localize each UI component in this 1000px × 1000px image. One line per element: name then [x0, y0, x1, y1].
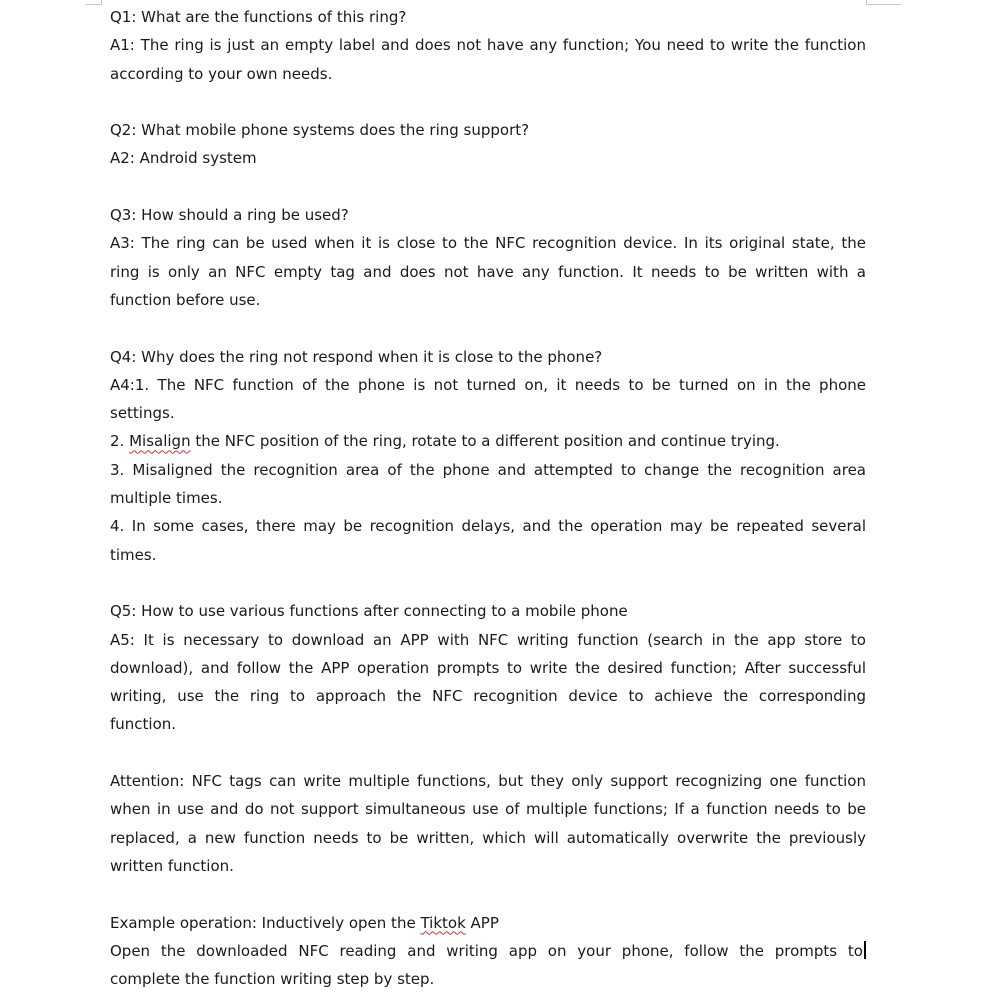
q4-answer-line: A4:1. The NFC function of the phone is not turned on, it needs to be turned on in the phone [110, 375, 866, 394]
q5-answer-line: writing, use the ring to approach the NFC recognition device to achieve the corresponding [110, 687, 866, 706]
q2-answer-line: A2: Android system [110, 149, 257, 168]
q5-answer-line: A5: It is necessary to download an APP with NFC writing function (search in the app store to [110, 630, 866, 649]
q1-answer-line: according to your own needs. [110, 64, 333, 83]
paragraph-gap [110, 314, 866, 342]
attention-line: written function. [110, 856, 234, 875]
paragraph-gap [110, 173, 866, 201]
q4-item-4-line: times. [110, 545, 157, 564]
paragraph-gap [110, 88, 866, 116]
q2-question: Q2: What mobile phone systems does the ring support? [110, 121, 530, 140]
example-line-text: Open the downloaded NFC reading and writing app on your phone, follow the prompts to [110, 941, 863, 960]
example-line [110, 937, 866, 965]
q4-answer-line: settings. [110, 404, 175, 423]
q3-question: Q3: How should a ring be used? [110, 206, 349, 225]
attention-line: when in use and do not support simultaneous use of multiple functions; If a function needs to be [110, 800, 866, 819]
paragraph-gap [110, 739, 866, 767]
paragraph-gap [110, 880, 866, 908]
q5-question: Q5: How to use various functions after connecting to a mobile phone [110, 602, 628, 621]
text-cursor [864, 941, 866, 959]
q4-item-3-line: multiple times. [110, 489, 223, 508]
q3-answer-line: function before use. [110, 290, 261, 309]
attention-line: Attention: NFC tags can write multiple functions, but they only support recognizing one function [110, 772, 866, 791]
q1-answer-line: A1: The ring is just an empty label and does not have any function; You need to write the function [110, 36, 866, 55]
q5-answer-line: download), and follow the APP operation prompts to write the desired function; After successful [110, 658, 866, 677]
paragraph-gap [110, 569, 866, 597]
spellcheck-flagged-word[interactable]: Tiktok [420, 913, 466, 932]
page-corner-mark-right [866, 0, 901, 5]
example-heading [110, 909, 866, 937]
document-body[interactable] [110, 3, 866, 993]
spellcheck-flagged-word[interactable]: Misalign [129, 432, 191, 451]
page-corner-mark-left [85, 0, 102, 5]
q4-item-2-text: the NFC position of the ring, rotate to a different position and continue trying. [190, 432, 780, 451]
attention-line: replaced, a new function needs to be written, which will automatically overwrite the previously [110, 828, 866, 847]
q4-item-2 [110, 427, 866, 455]
q3-answer-line: ring is only an NFC empty tag and does not have any function. It needs to be written with a [110, 262, 866, 281]
q4-item-2-prefix: 2. [110, 432, 130, 451]
q4-item-3-line: 3. Misaligned the recognition area of the phone and attempted to change the recognition area [110, 460, 866, 479]
q5-answer-line: function. [110, 715, 177, 734]
q4-item-4-line: 4. In some cases, there may be recognition delays, and the operation may be repeated several [110, 517, 866, 536]
example-line: complete the function writing step by step. [110, 970, 435, 989]
q1-question: Q1: What are the functions of this ring? [110, 8, 407, 26]
example-heading-prefix: Example operation: Inductively open the [110, 913, 421, 932]
q4-question: Q4: Why does the ring not respond when it is close to the phone? [110, 347, 603, 366]
example-heading-suffix: APP [465, 913, 499, 932]
q3-answer-line: A3: The ring can be used when it is close to the NFC recognition device. In its original state, the [110, 234, 866, 253]
